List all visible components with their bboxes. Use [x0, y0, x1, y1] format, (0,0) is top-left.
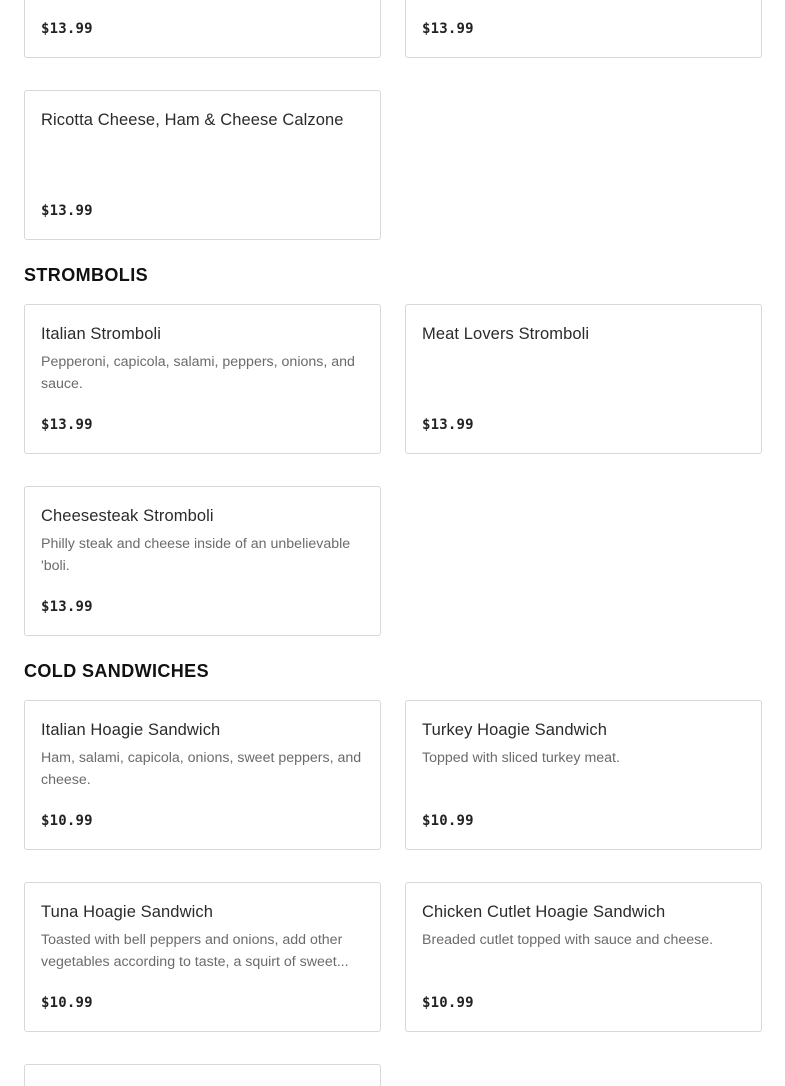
item-description: Philly steak and cheese inside of an unbelievable 'boli.	[41, 536, 351, 574]
item-price: $13.99	[41, 21, 93, 37]
item-name: Turkey Hoagie Sandwich	[422, 721, 608, 739]
item-description: Topped with sliced turkey meat.	[422, 750, 620, 766]
menu-item-card[interactable]	[24, 1064, 381, 1086]
item-price: $10.99	[422, 813, 474, 829]
item-price: $10.99	[422, 995, 474, 1011]
menu-item-card[interactable]	[24, 882, 381, 1032]
menu-item-card[interactable]	[24, 486, 381, 636]
menu-item-card[interactable]	[405, 304, 762, 454]
item-description: Ham, salami, capicola, onions, sweet peppers, and cheese.	[41, 750, 362, 788]
item-price: $13.99	[41, 599, 93, 615]
item-price: $13.99	[41, 417, 93, 433]
item-name: Tuna Hoagie Sandwich	[41, 903, 213, 921]
menu-item-card[interactable]	[24, 700, 381, 850]
item-name: Italian Stromboli	[41, 325, 162, 343]
item-name: Chicken Cutlet Hoagie Sandwich	[422, 903, 666, 921]
item-description: Breaded cutlet topped with sauce and cheese.	[422, 932, 714, 948]
item-price: $10.99	[41, 995, 93, 1011]
item-name: Italian Hoagie Sandwich	[41, 721, 221, 739]
menu-item-card[interactable]	[405, 700, 762, 850]
section-title-strombolis: STROMBOLIS	[24, 265, 148, 285]
menu-item-card[interactable]	[24, 90, 381, 240]
item-price: $13.99	[422, 417, 474, 433]
item-name: Ricotta Cheese, Ham & Cheese Calzone	[41, 111, 344, 129]
section-title-cold-sandwiches: COLD SANDWICHES	[24, 661, 209, 681]
item-name: Cheesesteak Stromboli	[41, 507, 214, 525]
menu-item-card[interactable]	[24, 304, 381, 454]
item-price: $13.99	[41, 203, 93, 219]
item-name: Meat Lovers Stromboli	[422, 325, 590, 343]
item-description: Toasted with bell peppers and onions, add other vegetables according to taste, a squirt of sweet...	[41, 932, 349, 970]
menu-item-card[interactable]	[405, 0, 762, 58]
item-description: Pepperoni, capicola, salami, peppers, onions, and sauce.	[41, 354, 355, 392]
item-price: $13.99	[422, 21, 474, 37]
menu-item-card[interactable]	[405, 882, 762, 1032]
item-price: $10.99	[41, 813, 93, 829]
menu-item-card[interactable]	[24, 0, 381, 58]
